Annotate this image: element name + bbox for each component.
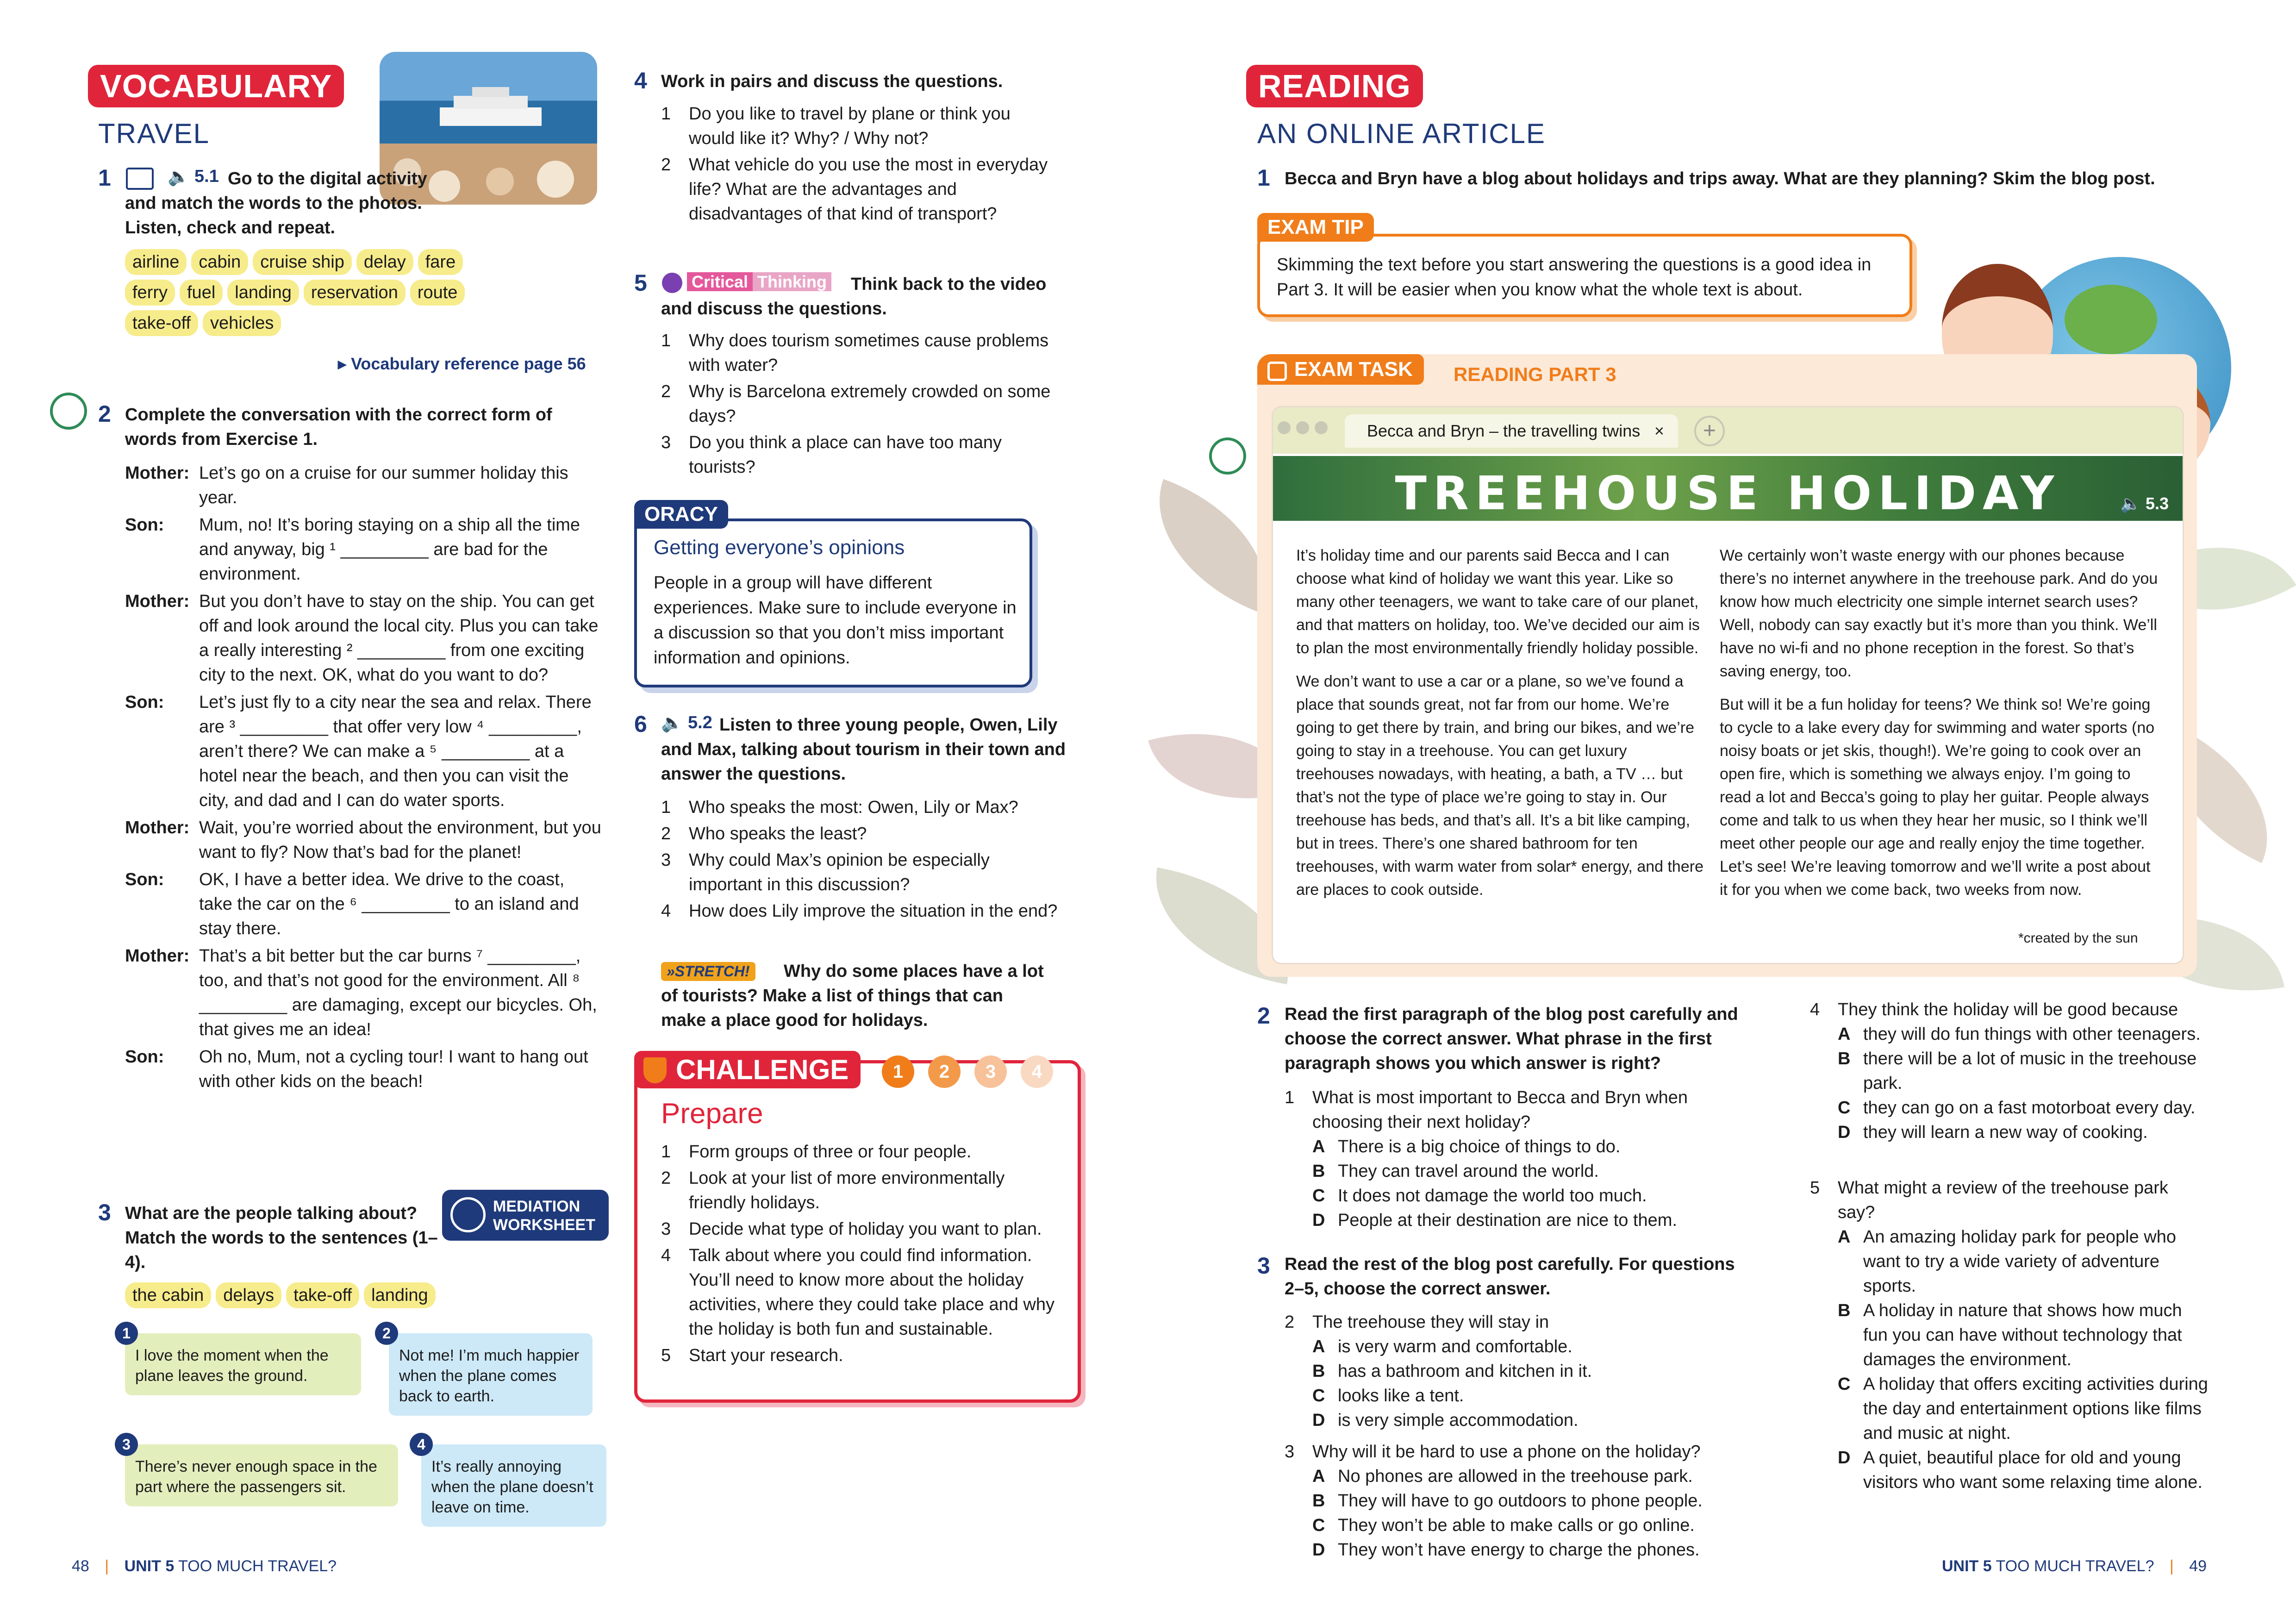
chip-the-cabin[interactable]: the cabin	[125, 1282, 211, 1308]
dialog-line: Mother: Let’s go on a cruise for our summer holiday this year.	[125, 463, 568, 507]
speech-bubble-4: It’s really annoying when the plane doesn’t leave on time.	[421, 1444, 606, 1527]
chip-delays[interactable]: delays	[216, 1282, 281, 1308]
challenge-steps	[882, 1056, 1053, 1088]
question-2: 2 The treehouse they will stay in A is very warm and comfortable. B has a bathroom and kitchen in it. C looks like a tent. D is very simple accommodation.	[1285, 1310, 1747, 1433]
shield-icon	[643, 1057, 667, 1083]
reading-heading: READING	[1246, 65, 1423, 107]
vocab-chips	[125, 249, 588, 341]
audio-track-5-2[interactable]: 5.2	[688, 713, 712, 732]
exercise-3-text: Read the rest of the blog post carefully. For questions 2–5, choose the correct answer.	[1285, 1255, 1735, 1299]
exam-task-tag: EXAM TASK	[1257, 354, 1424, 385]
exercise-2-text: Read the first paragraph of the blog post carefully and choose the correct answer. What phrase in the first paragraph shows you which answer is right?	[1285, 1005, 1738, 1073]
answer-option[interactable]: C They won’t be able to make calls or go online.	[1312, 1516, 1695, 1535]
bubble-number-2: 2	[375, 1322, 398, 1345]
stretch-text: Why do some places have a lot of tourists? Make a list of things that can make a place good for holidays.	[661, 962, 1044, 1030]
window-dot-icon[interactable]	[1315, 421, 1328, 434]
people-icon	[450, 1197, 486, 1232]
answer-option[interactable]: A An amazing holiday park for people who want to try a wide variety of adventure sports.	[1838, 1227, 2176, 1296]
exercise-1-text: Go to the digital activity and match the words to the photos. Listen, check and repeat.	[125, 169, 427, 237]
chip-cruise-ship[interactable]: cruise ship	[253, 249, 352, 275]
exercise-1-number: 1	[98, 165, 111, 191]
list-item: 2 Look at your list of more environmentally friendly holidays.	[661, 1168, 1005, 1212]
step-2: 2	[928, 1056, 961, 1088]
answer-option[interactable]: A they will do fun things with other teenagers.	[1838, 1024, 2201, 1044]
list-item: 2 What vehicle do you use the most in everyday life? What are the advantages and disadvantages of that kind of transport?	[661, 155, 1048, 224]
checkbox-icon	[1267, 362, 1287, 381]
right-footer: UNIT 5 TOO MUCH TRAVEL? | 49	[1942, 1557, 2207, 1575]
oracy-tag: ORACY	[634, 500, 728, 529]
mediation-worksheet-button[interactable]	[442, 1190, 609, 1241]
chip-landing[interactable]: landing	[227, 280, 299, 306]
oracy-title: Getting everyone’s opinions	[654, 536, 905, 559]
reading-subheading: AN ONLINE ARTICLE	[1257, 118, 1546, 149]
exam-task-part: READING PART 3	[1454, 363, 1616, 385]
list-item: 4 How does Lily improve the situation in the end?	[661, 901, 1058, 921]
new-tab-button[interactable]: +	[1694, 416, 1725, 446]
page-number: 48	[72, 1557, 89, 1575]
list-item: 3 Why could Max’s opinion be especially important in this discussion?	[661, 850, 990, 894]
unit-title: TOO MUCH TRAVEL?	[178, 1557, 337, 1575]
list-item: 5 Start your research.	[661, 1346, 843, 1365]
step-3: 3	[974, 1056, 1007, 1088]
answer-option[interactable]: A is very warm and comfortable.	[1312, 1337, 1572, 1356]
question-4: 4 They think the holiday will be good because A they will do fun things with other teenagers. B there will be a lot of music in the treehouse park. C they can go on a fast motorboat every day. D they will learn a new way of cooking.	[1810, 998, 2227, 1145]
exercise-6-number: 6	[634, 711, 647, 737]
mediation-label: MEDIATION WORKSHEET	[493, 1198, 595, 1234]
answer-option[interactable]: C looks like a tent.	[1312, 1386, 1464, 1405]
article-column-1	[1296, 544, 1703, 912]
digital-cycle-icon[interactable]	[1209, 437, 1246, 475]
answer-option[interactable]: B has a bathroom and kitchen in it.	[1312, 1362, 1592, 1381]
answer-option[interactable]: B A holiday in nature that shows how much fun you can have without technology that damages the environment.	[1838, 1301, 2182, 1369]
speech-bubble-1: I love the moment when the plane leaves the ground.	[125, 1333, 361, 1395]
answer-option[interactable]: D they will learn a new way of cooking.	[1838, 1123, 2148, 1142]
chip-ferry[interactable]: ferry	[125, 280, 175, 306]
chip-landing[interactable]: landing	[364, 1282, 436, 1308]
challenge-title: Prepare	[661, 1098, 763, 1130]
browser-tab[interactable]	[1345, 414, 1678, 448]
speech-bubble-3: There’s never enough space in the part where the passengers sit.	[125, 1444, 398, 1506]
chip-take-off[interactable]: take-off	[125, 310, 198, 336]
vocabulary-reference-text: Vocabulary reference page 56	[351, 354, 586, 373]
conversation	[125, 461, 602, 1097]
answer-option[interactable]: C It does not damage the world too much.	[1312, 1186, 1647, 1206]
answer-option[interactable]: D A quiet, beautiful place for old and young visitors who want some relaxing time alone.	[1838, 1448, 2202, 1492]
exercise-3-text: What are the people talking about? Match the words to the sentences (1–4).	[125, 1204, 438, 1272]
answer-option[interactable]: C they can go on a fast motorboat every day.	[1838, 1098, 2196, 1118]
list-item: 1 Do you like to travel by plane or think you would like it? Why? / Why not?	[661, 104, 1011, 148]
vocabulary-heading: VOCABULARY	[88, 65, 344, 107]
bubble-number-3: 3	[115, 1433, 138, 1456]
chip-fare[interactable]: fare	[418, 249, 463, 275]
list-item: 1 Why does tourism sometimes cause problems with water?	[661, 331, 1049, 375]
dialog-line: Son: Mum, no! It’s boring staying on a ship all the time and anyway, big ¹ _________ are bad for the environment.	[125, 515, 580, 584]
bubble-number-4: 4	[410, 1433, 433, 1456]
window-dot-icon[interactable]	[1278, 421, 1291, 434]
chip-take-off[interactable]: take-off	[286, 1282, 359, 1308]
list-item: 2 Who speaks the least?	[661, 824, 867, 843]
answer-option[interactable]: B there will be a lot of music in the treehouse park.	[1838, 1049, 2197, 1093]
thinking-label: Thinking	[753, 272, 831, 291]
dialog-line: Mother: Wait, you’re worried about the environment, but you want to fly? Now that’s bad for the planet!	[125, 818, 601, 862]
stretch-tag: »STRETCH!	[661, 962, 755, 981]
answer-option[interactable]: D They won’t have energy to charge the phones.	[1312, 1540, 1700, 1560]
list-item: 3 Do you think a place can have too many tourists?	[661, 433, 1002, 477]
dialog-line: Mother: That’s a bit better but the car burns ⁷ _________, too, and that’s not good for the environment. All ⁸ _________ are damaging, except our bicycles. Oh, that gives me an idea!	[125, 946, 597, 1039]
article-paragraph: But will it be a fun holiday for teens? We think so! We’re going to cycle to a lake every day for swimming and water sports (no noisy boats or jet skis, though!). We’re going to cook over an open fire, which is something we always enjoy. I’m going to read a lot and Becca’s going to play her guitar. People always come and talk to us when they hear her music, so I think we’ll meet other people our age and really enjoy the time together. Let’s see! We’re leaving tomorrow and we’ll write a post about it for you when we come back, two weeks from now.	[1720, 696, 2155, 899]
window-controls	[1278, 421, 1328, 437]
audio-track-5-1[interactable]: 5.1	[194, 167, 219, 186]
exercise-5-text: Think back to the video and discuss the questions.	[661, 275, 1047, 319]
exercise-3-number: 3	[1257, 1253, 1270, 1279]
unit-title: TOO MUCH TRAVEL?	[1996, 1557, 2154, 1575]
exercise-4-list	[661, 102, 1059, 228]
article-paragraph: It’s holiday time and our parents said Becca and I can choose what kind of holiday we want this year. Like so many other teenagers, we want to take care of our planet, and that matters on holiday, too. We’ve decided our aim is to plan the most environmentally friendly holiday possible.	[1296, 547, 1700, 657]
vocabulary-reference-link[interactable]: ▸ Vocabulary reference page 56	[338, 354, 586, 373]
exercise-1-number: 1	[1257, 165, 1270, 191]
exercise-2-number: 2	[1257, 1003, 1270, 1029]
audio-track-5-3[interactable]: 🔈 5.3	[2120, 494, 2169, 513]
challenge-list	[661, 1140, 1064, 1370]
browser-tab-title: Becca and Bryn – the travelling twins	[1367, 421, 1641, 440]
oracy-body: People in a group will have different experiences. Make sure to include everyone in a discussion so that you don’t miss important information and opinions.	[654, 573, 1017, 668]
list-item: 1 Who speaks the most: Owen, Lily or Max?	[661, 798, 1018, 817]
article-banner	[1273, 456, 2183, 521]
dialog-line: Mother: But you don’t have to stay on the ship. You can get off and look around the local city. Plus you can take a really interesting ² _________ from one exciting city to the next. OK, what do you want to do?	[125, 592, 599, 685]
unit-label: UNIT 5	[124, 1557, 175, 1575]
answer-option[interactable]: D People at their destination are nice to them.	[1312, 1211, 1678, 1230]
exam-tip-body: Skimming the text before you start answering the questions is a good idea in Part 3. It will be easier when you know what the whole text is about.	[1277, 255, 1872, 300]
close-icon[interactable]: ×	[1654, 421, 1664, 440]
answer-option[interactable]: B They will have to go outdoors to phone people.	[1312, 1491, 1703, 1511]
exercise-4-text: Work in pairs and discuss the questions.	[661, 72, 1003, 91]
article-paragraph: We certainly won’t waste energy with our phones because there’s no internet anywhere in the treehouse park. And do you know how much electricity one simple internet search uses? Well, nobody can say exactly but it’s more than you think. We’ll have no wi-fi and no phone reception in the forest. So that’s saving energy, too.	[1720, 547, 2158, 680]
answer-option[interactable]: B They can travel around the world.	[1312, 1162, 1599, 1181]
exercise-5-number: 5	[634, 270, 647, 296]
unit-label: UNIT 5	[1942, 1557, 1992, 1575]
answer-option[interactable]: A No phones are allowed in the treehouse park.	[1312, 1467, 1693, 1486]
chip-airline[interactable]: airline	[125, 249, 187, 275]
chip-reservation[interactable]: reservation	[304, 280, 406, 306]
step-4: 4	[1021, 1056, 1053, 1088]
exercise-3-number: 3	[98, 1199, 111, 1225]
challenge-tag: CHALLENGE	[634, 1051, 861, 1088]
chip-route[interactable]: route	[410, 280, 465, 306]
exercise-5-list	[661, 329, 1059, 481]
question-3: 3 Why will it be hard to use a phone on the holiday? A No phones are allowed in the treehouse park. B They will have to go outdoors to phone people. C They won’t be able to make calls or go online. D They won’t have energy to charge the phones.	[1285, 1440, 1747, 1562]
exercise-6-text: Listen to three young people, Owen, Lily and Max, talking about tourism in their town and answer the questions.	[661, 715, 1066, 784]
step-1: 1	[882, 1056, 914, 1088]
article-column-2	[1720, 544, 2159, 912]
list-item: 4 Talk about where you could find information. You’ll need to know more about the holiday activities, where they could take place and why the holiday is both fun and sustainable.	[661, 1246, 1054, 1339]
chip-fuel[interactable]: fuel	[180, 280, 223, 306]
chip-cabin[interactable]: cabin	[191, 249, 248, 275]
list-item: 1 Form groups of three or four people.	[661, 1142, 972, 1162]
banner-title: TREEHOUSE HOLIDAY	[1395, 466, 2061, 520]
speech-bubble-2: Not me! I’m much happier when the plane comes back to earth.	[389, 1333, 593, 1416]
exercise-1-text: Becca and Bryn have a blog about holidays and trips away. What are they planning? Skim the blog post.	[1285, 169, 2155, 188]
exercise-2-text: Complete the conversation with the correct form of words from Exercise 1.	[125, 405, 552, 449]
list-item: 3 Decide what type of holiday you want to plan.	[661, 1219, 1042, 1239]
critical-label: Critical	[687, 272, 753, 291]
window-dot-icon[interactable]	[1296, 421, 1309, 434]
speaker-icon[interactable]: 🔈	[168, 167, 190, 187]
list-item: 2 Why is Barcelona extremely crowded on some days?	[661, 382, 1051, 426]
chip-vehicles[interactable]: vehicles	[203, 310, 281, 336]
exercise-6-list	[661, 795, 1059, 925]
left-footer: 48 | UNIT 5 TOO MUCH TRAVEL?	[72, 1557, 337, 1575]
exercise-4-number: 4	[634, 68, 647, 94]
dialog-line: Son: Let’s just fly to a city near the sea and relax. There are ³ _________ that offer very low ⁴ _________, aren’t there? We can make a ⁵ _________ at a hotel near the beach, and then you can visit the city, and dad and I can do water sports.	[125, 693, 592, 810]
bubble-number-1: 1	[115, 1322, 138, 1345]
answer-option[interactable]: D is very simple accommodation.	[1312, 1411, 1578, 1430]
exercise-3-chips	[125, 1282, 588, 1313]
dialog-line: Son: Oh no, Mum, not a cycling tour! I want to hang out with other kids on the beach!	[125, 1047, 588, 1091]
dialog-line: Son: OK, I have a better idea. We drive to the coast, take the car on the ⁶ _________ to an island and stay there.	[125, 870, 579, 938]
footnote: *created by the sun	[2018, 931, 2138, 946]
speaker-icon[interactable]: 🔈	[661, 713, 683, 733]
chip-delay[interactable]: delay	[356, 249, 413, 275]
exam-tip-tag: EXAM TIP	[1257, 213, 1374, 242]
question-1: 1 What is most important to Becca and Bryn when choosing their next holiday? A There is a big choice of things to do. B They can travel around the world. C It does not damage the world too much. D People at their destination are nice to them.	[1285, 1086, 1747, 1233]
digital-cycle-icon[interactable]	[50, 393, 87, 430]
exercise-2-number: 2	[98, 401, 111, 427]
article-paragraph: We don’t want to use a car or a plane, so we’ve found a place that sounds great, not far from our home. We’re going to get there by train, and bring our bikes, and we’re going to stay in a treehouse. You can get luxury treehouses nowadays, with heating, a bath, a TV … but that’s not the type of place we’re going to stay in. Our treehouse has beds, and that’s all. It’s a bit like camping, but in trees. There’s one shared bathroom for ten treehouses, with warm water from solar* energy, and there are places to cook outside.	[1296, 673, 1703, 899]
question-5: 5 What might a review of the treehouse park say? A An amazing holiday park for people who want to try a wide variety of adventure sports. B A holiday in nature that shows how much fun you can have without technology that damages the environment. C A holiday that offers exciting activities during the day and entertainment options like films and music at night. D A quiet, beautiful place for old and young visitors who want some relaxing time alone.	[1810, 1176, 2208, 1495]
answer-option[interactable]: A There is a big choice of things to do.	[1312, 1137, 1621, 1156]
page-number: 49	[2189, 1557, 2207, 1575]
answer-option[interactable]: C A holiday that offers exciting activities during the day and entertainment options like films and music at night.	[1838, 1374, 2208, 1443]
vocabulary-subheading: TRAVEL	[98, 118, 210, 149]
